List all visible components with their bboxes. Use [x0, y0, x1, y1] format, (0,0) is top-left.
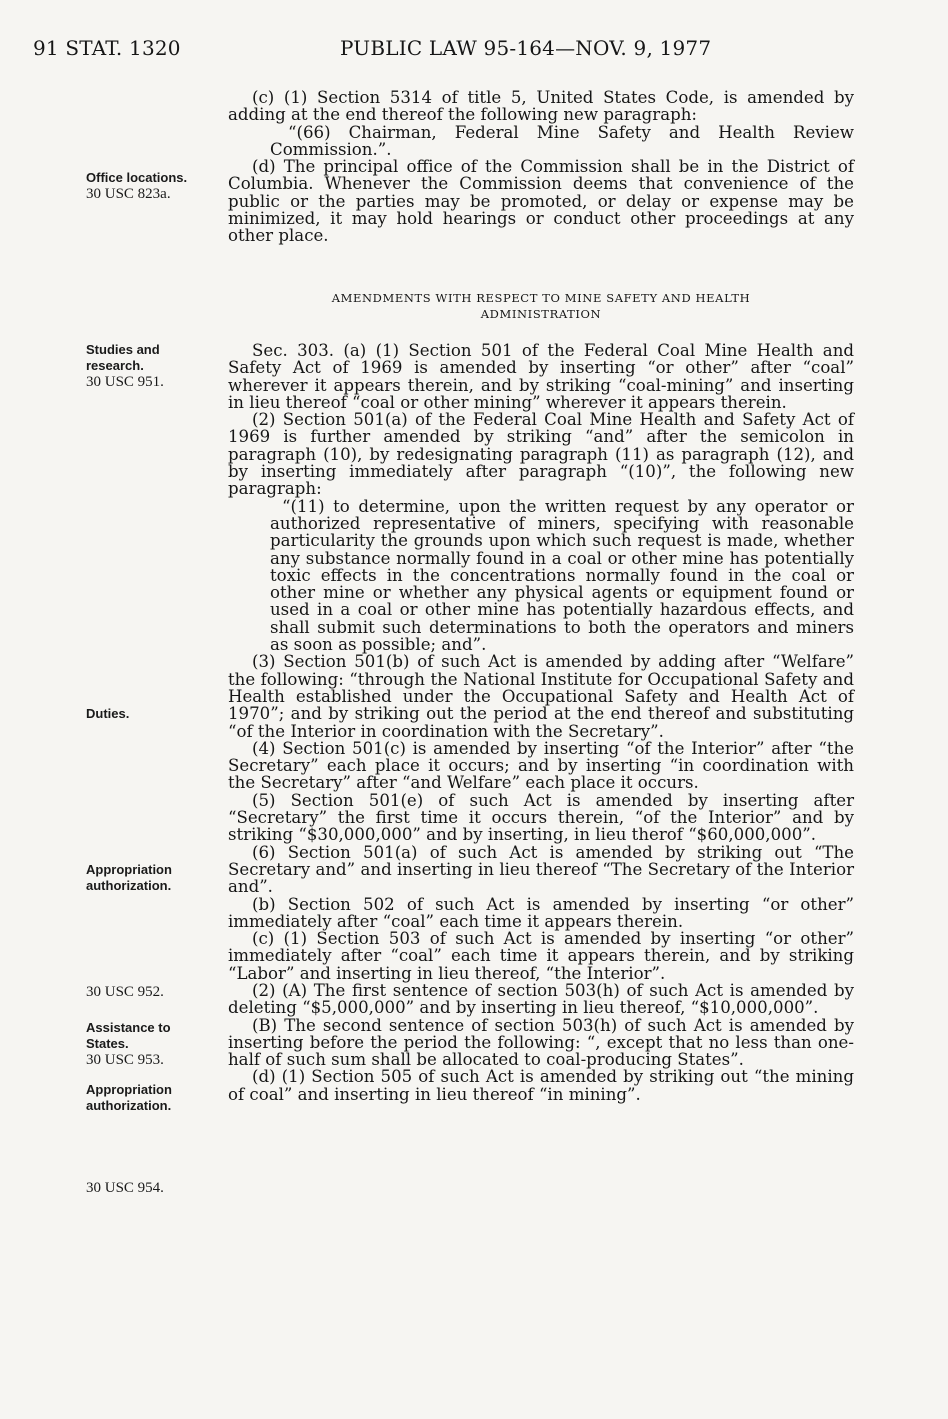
margin-note-appropriation-2 [86, 1082, 211, 1114]
margin-note-duties [86, 706, 211, 722]
margin-note-title: Studies and [86, 342, 160, 357]
margin-note-title: States. [86, 1036, 129, 1051]
margin-note-assistance [86, 1020, 211, 1068]
paragraph-c1: (c) (1) Section 5314 of title 5, United States Code, is amended by adding at the end thereof the following new paragraph: [228, 88, 854, 125]
paragraph-303-a3: (3) Section 501(b) of such Act is amended by adding after “Welfare” the following: “through the National Institute for Occupational Safety and Health established under the Occupational Safety and Health Act of 1970”; and by striking out the period at the end thereof and substituting “of the Interior in coordination with the Secretary”. [228, 652, 854, 741]
sec-303-block [228, 342, 854, 1103]
margin-note-title: Office locations. [86, 170, 188, 185]
heading-line: ADMINISTRATION [480, 307, 602, 321]
margin-note-citation: 30 USC 953. [86, 1052, 164, 1068]
margin-note-citation: 30 USC 954. [86, 1180, 164, 1196]
paragraph-303-b: (b) Section 502 of such Act is amended by inserting “or other” immediately after “coal” each time it appears therein. [228, 894, 854, 931]
paragraph-303-c2b: (B) The second sentence of section 503(h) of such Act is amended by inserting before the period the following: “, except that no less than one-half of such sum shall be allocated to coal-producing States”. [228, 1015, 854, 1070]
margin-note-office-locations [86, 170, 211, 202]
margin-note-title: Assistance to [86, 1020, 171, 1035]
margin-note-citation: 30 USC 952. [86, 984, 164, 1000]
paragraph-303-a2-quote: “(11) to determine, upon the written request by any operator or authorized representative of miners, specifying with reasonable particularity the grounds upon which such request is made, whether any substance normally found in a coal or other mine has potentially toxic effects in the concentrations normally found in the coal or other mine or whether any physical agents or equipment found or used in a coal or other mine has potentially hazardous effects, and shall submit such determinations to both the operators and miners as soon as possible; and”. [270, 496, 854, 655]
paragraph-c66: “(66) Chairman, Federal Mine Safety and Health Review Commission.”. [270, 122, 854, 159]
paragraph-303-c1: (c) (1) Section 503 of such Act is amended by inserting “or other” immediately after “coal” each time it appears therein, and by striking “Labor” and inserting in lieu thereof, “the Interior”. [228, 929, 854, 983]
margin-note-title: Appropriation [86, 1082, 172, 1097]
section-c-block [228, 89, 854, 245]
margin-note-studies [86, 342, 211, 390]
stat-page-number: 91 STAT. 1320 [33, 36, 181, 60]
paragraph-303-a5: (5) Section 501(e) of such Act is amended by inserting after “Secretary” the first time it occurs therein, “of the Interior” and by striking “$30,000,000” and by inserting, in lieu therof “$60,000,000”. [228, 790, 854, 845]
paragraph-303-a6: (6) Section 501(a) of such Act is amended by striking out “The Secretary and” and inserting in lieu thereof “The Secretary of the Interior and”. [228, 842, 854, 897]
margin-note-title: Duties. [86, 706, 130, 721]
paragraph-303-a2: (2) Section 501(a) of the Federal Coal Mine Health and Safety Act of 1969 is further amended by striking “and” after the semicolon in paragraph (10), by redesignating paragraph (11) as paragraph (12), and by inserting immediately after paragraph “(10)”, the following new paragraph: [228, 410, 854, 499]
margin-note-citation: 30 USC 951. [86, 374, 164, 390]
paragraph-303-a1: Sec. 303. (a) (1) Section 501 of the Federal Coal Mine Health and Safety Act of 1969 is amended by inserting “or other” after “coal” wherever it appears therein, and by striking “coal-mining” and inserting in lieu thereof “coal or other mining” wherever it appears therein. [228, 341, 854, 412]
margin-note-appropriation-1 [86, 862, 211, 894]
margin-note-usc-954 [86, 1180, 211, 1196]
section-heading [228, 290, 854, 322]
margin-note-title: Appropriation [86, 862, 172, 877]
paragraph-303-a4: (4) Section 501(c) is amended by inserting “of the Interior” after “the Secretary” each place it occurs; and by inserting “in coordination with the Secretary” after “and Welfare” each place it occurs. [228, 738, 854, 793]
running-head: PUBLIC LAW 95-164—NOV. 9, 1977 [340, 36, 712, 60]
margin-note-title: authorization. [86, 878, 172, 893]
page-header [0, 36, 948, 66]
heading-line: AMENDMENTS WITH RESPECT TO MINE SAFETY AND HEALTH [331, 291, 751, 305]
margin-note-usc-952 [86, 984, 211, 1000]
paragraph-303-c2a: (2) (A) The first sentence of section 503(h) of such Act is amended by deleting “$5,000,000” and by inserting in lieu thereof, “$10,000,000”. [228, 980, 854, 1018]
margin-note-title: authorization. [86, 1098, 172, 1113]
paragraph-d-office: (d) The principal office of the Commission shall be in the District of Columbia. Whenever the Commission deems that convenience of the public or the parties may be promoted, or delay or expense may be minimized, it may hold hearings or conduct other proceedings at any other place. [228, 157, 854, 246]
margin-note-title: research. [86, 358, 144, 373]
paragraph-303-d1: (d) (1) Section 505 of such Act is amended by striking out “the mining of coal” and inserting in lieu thereof “in mining”. [228, 1067, 854, 1104]
margin-note-citation: 30 USC 823a. [86, 186, 171, 202]
